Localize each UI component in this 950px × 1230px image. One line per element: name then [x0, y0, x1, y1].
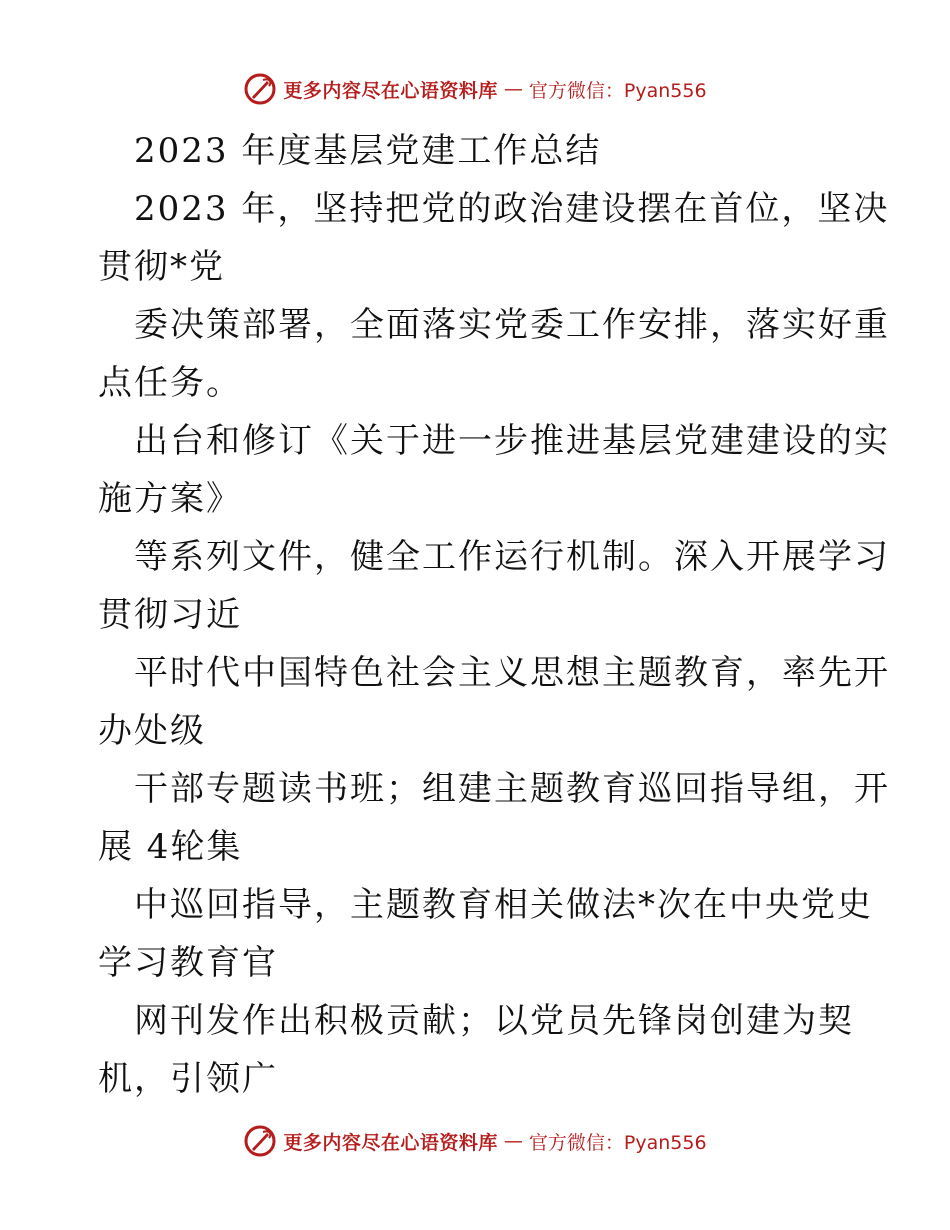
text-line: 等系列文件，健全工作运行机制。深入开展学习: [134, 537, 890, 577]
text-line: 办处级: [98, 711, 206, 751]
text-line: 平时代中国特色社会主义思想主题教育，率先开: [134, 653, 890, 693]
text-line: 点任务。: [98, 363, 242, 403]
footer-watermark: [0, 1124, 950, 1158]
text-line: 展 4轮集: [98, 827, 243, 867]
quill-logo-icon: [243, 72, 277, 106]
text-line: 贯彻*党: [98, 247, 225, 287]
text-line: 2023 年，坚持把党的政治建设摆在首位，坚决: [134, 189, 890, 229]
quill-logo-icon: [243, 1124, 277, 1158]
text-line: 中巡回指导，主题教育相关做法*次在中央党史: [134, 885, 873, 925]
document-title: 2023 年度基层党建工作总结: [134, 131, 602, 171]
watermark-text: 更多内容尽在心语资料库: [283, 79, 498, 102]
watermark-separator: —: [503, 78, 523, 100]
watermark-text: 更多内容尽在心语资料库: [283, 1131, 498, 1154]
text-line: 网刊发作出积极贡献；以党员先锋岗创建为契: [134, 1001, 854, 1041]
document-body: [98, 122, 890, 1108]
text-line: 委决策部署，全面落实党委工作安排，落实好重: [134, 305, 890, 345]
text-line: 学习教育官: [98, 943, 278, 983]
text-line: 干部专题读书班；组建主题教育巡回指导组，开: [134, 769, 890, 809]
text-line: 机，引领广: [98, 1059, 278, 1099]
text-line: 贯彻习近: [98, 595, 242, 635]
watermark-contact: 官方微信：Pyan556: [528, 79, 707, 102]
watermark-contact: 官方微信：Pyan556: [528, 1131, 707, 1154]
header-watermark: [0, 72, 950, 106]
watermark-separator: —: [503, 1130, 523, 1152]
text-line: 出台和修订《关于进一步推进基层党建建设的实: [134, 421, 890, 461]
text-line: 施方案》: [98, 479, 242, 519]
